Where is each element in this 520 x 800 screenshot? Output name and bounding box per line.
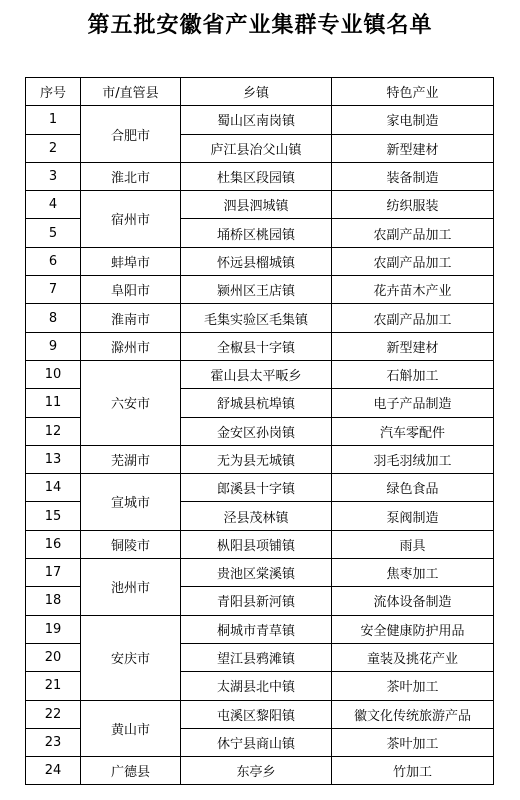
industry-cell: 流体设备制造 bbox=[332, 587, 494, 615]
table-row bbox=[26, 445, 494, 473]
town-cell: 枞阳县项铺镇 bbox=[181, 530, 332, 558]
industry-cell: 花卉苗木产业 bbox=[332, 276, 494, 304]
industry-cell: 汽车零配件 bbox=[332, 417, 494, 445]
town-cell: 舒城县杭埠镇 bbox=[181, 389, 332, 417]
city-cell: 蚌埠市 bbox=[81, 247, 181, 275]
table-header-row bbox=[26, 78, 494, 106]
table-row bbox=[26, 474, 494, 502]
city-cell: 合肥市 bbox=[81, 106, 181, 163]
city-cell: 淮南市 bbox=[81, 304, 181, 332]
town-cell: 全椒县十字镇 bbox=[181, 332, 332, 360]
town-cell: 蜀山区南岗镇 bbox=[181, 106, 332, 134]
city-cell: 六安市 bbox=[81, 360, 181, 445]
industry-cell: 童装及挑花产业 bbox=[332, 643, 494, 671]
industry-cell: 竹加工 bbox=[332, 757, 494, 785]
header-industry: 特色产业 bbox=[332, 78, 494, 106]
industry-cell: 石斛加工 bbox=[332, 360, 494, 388]
industry-cell: 农副产品加工 bbox=[332, 219, 494, 247]
city-cell: 淮北市 bbox=[81, 162, 181, 190]
town-cell: 毛集实验区毛集镇 bbox=[181, 304, 332, 332]
header-city: 市/直管县 bbox=[81, 78, 181, 106]
industry-cell: 绿色食品 bbox=[332, 474, 494, 502]
town-cell: 太湖县北中镇 bbox=[181, 672, 332, 700]
table-row bbox=[26, 247, 494, 275]
town-cell: 泾县茂林镇 bbox=[181, 502, 332, 530]
row-index-cell: 4 bbox=[26, 191, 81, 219]
city-cell: 池州市 bbox=[81, 559, 181, 616]
town-cell: 泗县泗城镇 bbox=[181, 191, 332, 219]
town-cell: 颍州区王店镇 bbox=[181, 276, 332, 304]
industry-cell: 农副产品加工 bbox=[332, 247, 494, 275]
table-row bbox=[26, 332, 494, 360]
row-index-cell: 22 bbox=[26, 700, 81, 728]
town-cell: 霍山县太平畈乡 bbox=[181, 360, 332, 388]
city-cell: 宿州市 bbox=[81, 191, 181, 248]
town-cell: 青阳县新河镇 bbox=[181, 587, 332, 615]
row-index-cell: 17 bbox=[26, 559, 81, 587]
city-cell: 阜阳市 bbox=[81, 276, 181, 304]
row-index-cell: 20 bbox=[26, 643, 81, 671]
city-cell: 滁州市 bbox=[81, 332, 181, 360]
row-index-cell: 6 bbox=[26, 247, 81, 275]
table-row bbox=[26, 559, 494, 587]
page-title: 第五批安徽省产业集群专业镇名单 bbox=[87, 13, 433, 38]
header-town: 乡镇 bbox=[181, 78, 332, 106]
row-index-cell: 3 bbox=[26, 162, 81, 190]
table-row bbox=[26, 700, 494, 728]
table-row bbox=[26, 757, 494, 785]
row-index-cell: 2 bbox=[26, 134, 81, 162]
row-index-cell: 15 bbox=[26, 502, 81, 530]
table-row bbox=[26, 615, 494, 643]
industry-cell: 家电制造 bbox=[332, 106, 494, 134]
town-cell: 杜集区段园镇 bbox=[181, 162, 332, 190]
row-index-cell: 10 bbox=[26, 360, 81, 388]
town-cell: 金安区孙岗镇 bbox=[181, 417, 332, 445]
industry-cell: 羽毛羽绒加工 bbox=[332, 445, 494, 473]
row-index-cell: 23 bbox=[26, 728, 81, 756]
city-cell: 芜湖市 bbox=[81, 445, 181, 473]
industry-cell: 纺织服装 bbox=[332, 191, 494, 219]
town-cell: 东亭乡 bbox=[181, 757, 332, 785]
row-index-cell: 16 bbox=[26, 530, 81, 558]
industry-cell: 雨具 bbox=[332, 530, 494, 558]
industry-cell: 徽文化传统旅游产品 bbox=[332, 700, 494, 728]
industry-cell: 农副产品加工 bbox=[332, 304, 494, 332]
table-body bbox=[26, 106, 494, 785]
city-cell: 铜陵市 bbox=[81, 530, 181, 558]
city-cell: 安庆市 bbox=[81, 615, 181, 700]
row-index-cell: 24 bbox=[26, 757, 81, 785]
row-index-cell: 8 bbox=[26, 304, 81, 332]
industry-cell: 茶叶加工 bbox=[332, 728, 494, 756]
industry-cell: 新型建材 bbox=[332, 134, 494, 162]
city-cell: 宣城市 bbox=[81, 474, 181, 531]
industry-cell: 茶叶加工 bbox=[332, 672, 494, 700]
table-row bbox=[26, 162, 494, 190]
town-list-table bbox=[25, 77, 494, 785]
table-row bbox=[26, 304, 494, 332]
city-cell: 黄山市 bbox=[81, 700, 181, 757]
industry-cell: 焦枣加工 bbox=[332, 559, 494, 587]
row-index-cell: 19 bbox=[26, 615, 81, 643]
table-row bbox=[26, 530, 494, 558]
row-index-cell: 18 bbox=[26, 587, 81, 615]
row-index-cell: 11 bbox=[26, 389, 81, 417]
row-index-cell: 13 bbox=[26, 445, 81, 473]
row-index-cell: 12 bbox=[26, 417, 81, 445]
industry-cell: 安全健康防护用品 bbox=[332, 615, 494, 643]
town-cell: 庐江县冶父山镇 bbox=[181, 134, 332, 162]
table-row bbox=[26, 106, 494, 134]
table-row bbox=[26, 191, 494, 219]
town-cell: 休宁县商山镇 bbox=[181, 728, 332, 756]
town-cell: 望江县鸦滩镇 bbox=[181, 643, 332, 671]
table-row bbox=[26, 276, 494, 304]
row-index-cell: 21 bbox=[26, 672, 81, 700]
town-cell: 埇桥区桃园镇 bbox=[181, 219, 332, 247]
industry-cell: 电子产品制造 bbox=[332, 389, 494, 417]
industry-cell: 新型建材 bbox=[332, 332, 494, 360]
town-cell: 怀远县榴城镇 bbox=[181, 247, 332, 275]
table-row bbox=[26, 360, 494, 388]
header-index: 序号 bbox=[26, 78, 81, 106]
town-cell: 贵池区棠溪镇 bbox=[181, 559, 332, 587]
industry-cell: 装备制造 bbox=[332, 162, 494, 190]
row-index-cell: 5 bbox=[26, 219, 81, 247]
town-cell: 屯溪区黎阳镇 bbox=[181, 700, 332, 728]
row-index-cell: 9 bbox=[26, 332, 81, 360]
row-index-cell: 1 bbox=[26, 106, 81, 134]
city-cell: 广德县 bbox=[81, 757, 181, 785]
industry-cell: 泵阀制造 bbox=[332, 502, 494, 530]
town-cell: 郎溪县十字镇 bbox=[181, 474, 332, 502]
row-index-cell: 14 bbox=[26, 474, 81, 502]
town-cell: 无为县无城镇 bbox=[181, 445, 332, 473]
row-index-cell: 7 bbox=[26, 276, 81, 304]
town-cell: 桐城市青草镇 bbox=[181, 615, 332, 643]
